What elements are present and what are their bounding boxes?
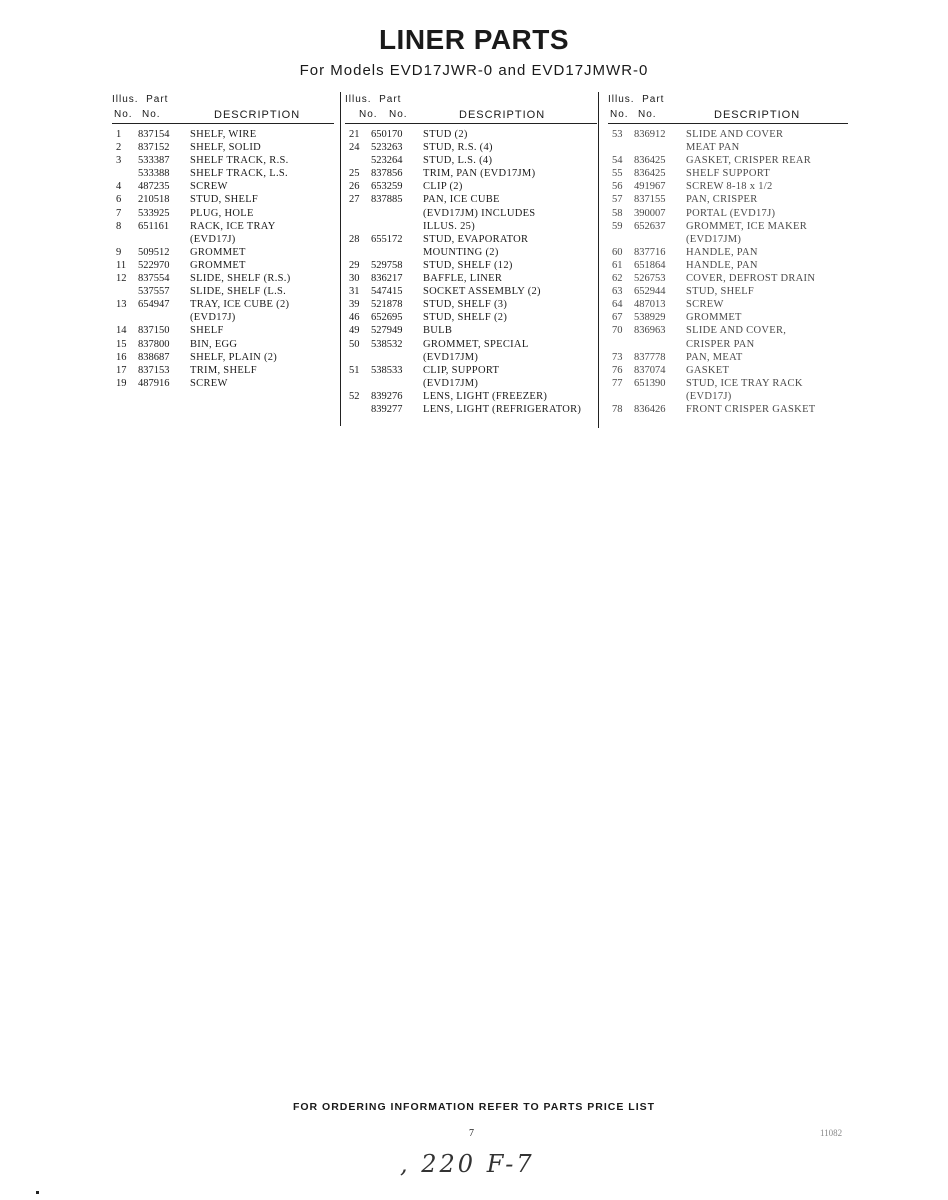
part-description: (EVD17J) bbox=[190, 233, 236, 245]
part-number: 652637 bbox=[634, 220, 666, 232]
parts-row bbox=[112, 351, 334, 364]
part-description: SHELF TRACK, R.S. bbox=[190, 155, 289, 167]
illus-number bbox=[608, 338, 634, 351]
part-number bbox=[371, 377, 423, 390]
part-number: 838687 bbox=[138, 351, 170, 363]
illus-number: 7 bbox=[116, 207, 122, 219]
parts-row bbox=[112, 324, 334, 337]
parts-row bbox=[112, 141, 334, 154]
illus-number: 8 bbox=[116, 220, 122, 232]
part-description: SLIDE, SHELF (R.S.) bbox=[190, 273, 291, 285]
parts-row bbox=[608, 259, 848, 272]
parts-row bbox=[345, 220, 597, 233]
illus-number: 77 bbox=[612, 377, 623, 389]
parts-row bbox=[345, 141, 597, 154]
part-description: STUD, SHELF (3) bbox=[423, 299, 508, 311]
parts-row bbox=[608, 233, 848, 246]
illus-number: 53 bbox=[612, 129, 623, 140]
header-no: No. bbox=[142, 109, 161, 120]
part-description: CRISPER PAN bbox=[686, 338, 755, 350]
illus-number bbox=[112, 167, 138, 180]
parts-row bbox=[112, 207, 334, 220]
parts-row bbox=[112, 272, 334, 285]
part-number: 652944 bbox=[634, 286, 666, 298]
part-description: (EVD17JM) INCLUDES bbox=[423, 207, 536, 219]
part-description: SHELF SUPPORT bbox=[686, 168, 771, 180]
page-title: LINER PARTS bbox=[378, 24, 570, 55]
part-number: 837152 bbox=[138, 142, 170, 154]
column-divider bbox=[598, 92, 599, 428]
illus-number: 13 bbox=[116, 299, 127, 311]
part-description: COVER, DEFROST DRAIN bbox=[686, 273, 816, 285]
illus-number: 39 bbox=[349, 299, 360, 311]
part-number: 537557 bbox=[138, 286, 170, 298]
header-no: No. bbox=[638, 109, 657, 120]
illus-number: 14 bbox=[116, 325, 127, 337]
illus-number bbox=[345, 351, 371, 364]
part-number: 651390 bbox=[634, 377, 666, 389]
part-number bbox=[634, 338, 686, 351]
illus-number: 50 bbox=[349, 338, 360, 350]
part-number: 837554 bbox=[138, 273, 170, 285]
part-number: 487916 bbox=[138, 377, 170, 389]
illus-number: 28 bbox=[349, 233, 360, 245]
corner-code: 11082 bbox=[820, 1128, 843, 1138]
part-number: 521878 bbox=[371, 299, 403, 311]
ordering-footer: FOR ORDERING INFORMATION REFER TO PARTS PRICE LIST bbox=[292, 1101, 656, 1113]
header-rule bbox=[608, 123, 848, 124]
illus-number: 1 bbox=[116, 129, 122, 140]
parts-row bbox=[608, 298, 848, 311]
parts-row bbox=[112, 220, 334, 233]
column-header bbox=[112, 92, 334, 122]
part-number: 651864 bbox=[634, 259, 666, 271]
part-number: 651161 bbox=[138, 220, 170, 232]
part-number: 538533 bbox=[371, 364, 403, 376]
illus-number: 58 bbox=[612, 207, 623, 219]
header-description: DESCRIPTION bbox=[459, 109, 546, 121]
part-description: BIN, EGG bbox=[190, 338, 238, 350]
illus-number bbox=[345, 377, 371, 390]
part-number: 837800 bbox=[138, 338, 170, 350]
part-number: 522970 bbox=[138, 259, 170, 271]
illus-number: 56 bbox=[612, 181, 623, 193]
part-description: PAN, CRISPER bbox=[686, 194, 758, 206]
part-number bbox=[371, 220, 423, 233]
illus-number: 16 bbox=[116, 351, 127, 363]
header-part: Part bbox=[146, 94, 169, 105]
part-number: 837154 bbox=[138, 129, 170, 140]
part-description: GASKET, CRISPER REAR bbox=[686, 155, 812, 167]
part-description: GROMMET, SPECIAL bbox=[423, 338, 529, 350]
part-description: (EVD17JM) bbox=[423, 351, 479, 363]
parts-row bbox=[608, 377, 848, 390]
part-number: 837153 bbox=[138, 364, 170, 376]
part-number: 655172 bbox=[371, 233, 403, 245]
part-description: MEAT PAN bbox=[686, 142, 740, 154]
header-rule bbox=[345, 123, 597, 124]
parts-row bbox=[112, 364, 334, 377]
part-description: SLIDE, SHELF (L.S. bbox=[190, 286, 287, 298]
illus-number: 30 bbox=[349, 273, 360, 285]
part-number bbox=[138, 311, 190, 324]
part-description: MOUNTING (2) bbox=[423, 246, 499, 258]
part-number bbox=[371, 207, 423, 220]
parts-row bbox=[112, 128, 334, 141]
part-description: ILLUS. 25) bbox=[423, 220, 475, 232]
part-description: SHELF, SOLID bbox=[190, 142, 262, 154]
part-number: 654947 bbox=[138, 299, 170, 311]
part-description: GROMMET bbox=[190, 259, 246, 271]
part-number: 836912 bbox=[634, 129, 666, 140]
part-number: 547415 bbox=[371, 286, 403, 298]
parts-row bbox=[608, 311, 848, 324]
parts-row bbox=[345, 207, 597, 220]
part-description: SCREW bbox=[686, 299, 724, 311]
illus-number: 57 bbox=[612, 194, 623, 206]
parts-row bbox=[608, 167, 848, 180]
illus-number: 12 bbox=[116, 273, 127, 285]
part-description: SCREW bbox=[190, 181, 228, 193]
illus-number: 4 bbox=[116, 181, 122, 193]
part-description: PAN, MEAT bbox=[686, 351, 743, 363]
part-number: 533925 bbox=[138, 207, 170, 219]
part-description: STUD (2) bbox=[423, 129, 468, 140]
part-description: CLIP, SUPPORT bbox=[423, 364, 500, 376]
parts-row bbox=[608, 220, 848, 233]
part-description: RACK, ICE TRAY bbox=[190, 220, 276, 232]
parts-column-2 bbox=[345, 92, 597, 416]
parts-row bbox=[345, 154, 597, 167]
illus-number bbox=[345, 207, 371, 220]
header-no: No. bbox=[389, 109, 408, 120]
part-description: GROMMET bbox=[686, 312, 742, 324]
part-description: TRAY, ICE CUBE (2) bbox=[190, 299, 290, 311]
parts-row bbox=[345, 298, 597, 311]
part-number: 491967 bbox=[634, 181, 666, 193]
illus-number: 51 bbox=[349, 364, 360, 376]
header-no: No. bbox=[359, 109, 378, 120]
part-number: 837150 bbox=[138, 325, 170, 337]
part-number: 837074 bbox=[634, 364, 666, 376]
parts-row bbox=[112, 377, 334, 390]
parts-row bbox=[345, 272, 597, 285]
parts-row bbox=[112, 311, 334, 324]
illus-number: 54 bbox=[612, 155, 623, 167]
header-illus: Illus. bbox=[112, 94, 139, 105]
parts-list bbox=[608, 128, 848, 416]
illus-number: 15 bbox=[116, 338, 127, 350]
part-description: SHELF TRACK, L.S. bbox=[190, 168, 288, 180]
part-number: 523264 bbox=[371, 155, 403, 167]
part-number: 653259 bbox=[371, 181, 403, 193]
part-description: TRIM, SHELF bbox=[190, 364, 257, 376]
illus-number: 21 bbox=[349, 129, 360, 140]
part-number: 837885 bbox=[371, 194, 403, 206]
illus-number bbox=[608, 390, 634, 403]
part-description: (EVD17J) bbox=[190, 312, 236, 324]
parts-row bbox=[112, 154, 334, 167]
parts-row bbox=[345, 324, 597, 337]
illus-number: 62 bbox=[612, 273, 623, 285]
part-description: SLIDE AND COVER, bbox=[686, 325, 787, 337]
part-number: 836217 bbox=[371, 273, 403, 285]
part-description: SCREW 8-18 x 1/2 bbox=[686, 181, 773, 193]
parts-row bbox=[608, 154, 848, 167]
part-number: 839276 bbox=[371, 390, 403, 402]
part-description: FRONT CRISPER GASKET bbox=[686, 403, 816, 415]
part-description: GROMMET bbox=[190, 246, 246, 258]
part-number: 836426 bbox=[634, 403, 666, 415]
parts-row bbox=[608, 207, 848, 220]
illus-number: 49 bbox=[349, 325, 360, 337]
header-no: No. bbox=[610, 109, 629, 120]
parts-row bbox=[608, 364, 848, 377]
illus-number: 60 bbox=[612, 246, 623, 258]
parts-row bbox=[112, 338, 334, 351]
scan-speck bbox=[36, 1191, 39, 1194]
part-number: 836425 bbox=[634, 168, 666, 180]
parts-list bbox=[345, 128, 597, 416]
illus-number: 3 bbox=[116, 155, 122, 167]
parts-row bbox=[608, 180, 848, 193]
parts-row bbox=[345, 259, 597, 272]
illus-number: 27 bbox=[349, 194, 360, 206]
part-description: STUD, ICE TRAY RACK bbox=[686, 377, 803, 389]
parts-row bbox=[112, 233, 334, 246]
part-description: STUD, SHELF (2) bbox=[423, 312, 508, 324]
part-description: HANDLE, PAN bbox=[686, 246, 758, 258]
illus-number: 24 bbox=[349, 142, 360, 154]
parts-row bbox=[345, 285, 597, 298]
part-number: 538532 bbox=[371, 338, 403, 350]
illus-number bbox=[345, 154, 371, 167]
parts-row bbox=[345, 233, 597, 246]
parts-row bbox=[608, 351, 848, 364]
part-number: 210518 bbox=[138, 194, 170, 206]
illus-number bbox=[345, 246, 371, 259]
part-description: GASKET bbox=[686, 364, 730, 376]
illus-number: 64 bbox=[612, 299, 623, 311]
part-description: SHELF bbox=[190, 325, 224, 337]
part-description: CLIP (2) bbox=[423, 181, 463, 193]
parts-row bbox=[608, 338, 848, 351]
part-description: HANDLE, PAN bbox=[686, 259, 758, 271]
illus-number bbox=[112, 311, 138, 324]
part-number: 523263 bbox=[371, 142, 403, 154]
parts-row bbox=[345, 128, 597, 141]
illus-number: 73 bbox=[612, 351, 623, 363]
part-number: 652695 bbox=[371, 312, 403, 324]
parts-row bbox=[608, 246, 848, 259]
part-number: 837155 bbox=[634, 194, 666, 206]
header-description: DESCRIPTION bbox=[714, 109, 801, 121]
part-description: LENS, LIGHT (FREEZER) bbox=[423, 390, 548, 402]
part-description: GROMMET, ICE MAKER bbox=[686, 220, 807, 232]
part-number: 527949 bbox=[371, 325, 403, 337]
handwritten-note: , 220 F-7 bbox=[400, 1150, 535, 1178]
part-description: PLUG, HOLE bbox=[190, 207, 254, 219]
part-description: BULB bbox=[423, 325, 453, 337]
illus-number bbox=[112, 233, 138, 246]
part-description: (EVD17J) bbox=[686, 390, 732, 402]
column-header bbox=[345, 92, 597, 122]
part-number: 526753 bbox=[634, 273, 666, 285]
parts-row bbox=[112, 285, 334, 298]
parts-row bbox=[608, 141, 848, 154]
part-description: TRIM, PAN (EVD17JM) bbox=[423, 168, 536, 180]
illus-number: 31 bbox=[349, 286, 360, 298]
part-number bbox=[634, 141, 686, 154]
part-description: LENS, LIGHT (REFRIGERATOR) bbox=[423, 403, 582, 415]
part-number: 487013 bbox=[634, 299, 666, 311]
header-illus: Illus. bbox=[608, 94, 635, 105]
header-part: Part bbox=[379, 94, 402, 105]
illus-number: 29 bbox=[349, 259, 360, 271]
part-description: PORTAL (EVD17J) bbox=[686, 207, 776, 219]
page-number: 7 bbox=[469, 1128, 474, 1139]
parts-row bbox=[345, 403, 597, 416]
part-description: PAN, ICE CUBE bbox=[423, 194, 500, 206]
part-description: STUD, R.S. (4) bbox=[423, 142, 493, 154]
illus-number: 52 bbox=[349, 390, 360, 402]
parts-row bbox=[345, 377, 597, 390]
part-description: SHELF, WIRE bbox=[190, 129, 257, 140]
part-description: SCREW bbox=[190, 377, 228, 389]
part-description: SHELF, PLAIN (2) bbox=[190, 351, 278, 363]
illus-number: 25 bbox=[349, 168, 360, 180]
part-description: STUD, SHELF bbox=[686, 286, 755, 298]
parts-row bbox=[608, 403, 848, 416]
illus-number: 61 bbox=[612, 259, 623, 271]
header-part: Part bbox=[642, 94, 665, 105]
parts-row bbox=[112, 259, 334, 272]
part-description: (EVD17JM) bbox=[686, 233, 742, 245]
part-number: 509512 bbox=[138, 246, 170, 258]
parts-row bbox=[112, 298, 334, 311]
illus-number: 9 bbox=[116, 246, 122, 258]
part-number: 390007 bbox=[634, 207, 666, 219]
illus-number: 63 bbox=[612, 286, 623, 298]
part-number: 533388 bbox=[138, 168, 170, 180]
illus-number: 78 bbox=[612, 403, 623, 415]
parts-row bbox=[345, 338, 597, 351]
illus-number: 2 bbox=[116, 142, 122, 154]
illus-number: 6 bbox=[116, 194, 122, 206]
part-description: STUD, SHELF (12) bbox=[423, 259, 513, 271]
parts-row bbox=[112, 193, 334, 206]
illus-number: 11 bbox=[116, 259, 127, 271]
parts-row bbox=[345, 311, 597, 324]
illus-number: 46 bbox=[349, 312, 360, 324]
parts-row bbox=[345, 167, 597, 180]
illus-number: 59 bbox=[612, 220, 623, 232]
part-number: 837856 bbox=[371, 168, 403, 180]
parts-column-3 bbox=[608, 92, 848, 416]
parts-row bbox=[345, 180, 597, 193]
part-number bbox=[634, 233, 686, 246]
part-number: 839277 bbox=[371, 403, 403, 415]
parts-row bbox=[345, 246, 597, 259]
header-description: DESCRIPTION bbox=[214, 109, 301, 121]
parts-row bbox=[608, 272, 848, 285]
part-description: SLIDE AND COVER bbox=[686, 129, 784, 140]
part-number: 538929 bbox=[634, 312, 666, 324]
parts-row bbox=[345, 351, 597, 364]
part-description: STUD, SHELF bbox=[190, 194, 259, 206]
part-number: 836425 bbox=[634, 155, 666, 167]
illus-number: 19 bbox=[116, 377, 127, 389]
illus-number: 67 bbox=[612, 312, 623, 324]
column-divider bbox=[340, 92, 341, 426]
part-description: BAFFLE, LINER bbox=[423, 273, 503, 285]
illus-number bbox=[608, 233, 634, 246]
illus-number: 76 bbox=[612, 364, 623, 376]
parts-row bbox=[345, 390, 597, 403]
parts-row bbox=[112, 180, 334, 193]
illus-number: 26 bbox=[349, 181, 360, 193]
parts-row bbox=[608, 128, 848, 141]
header-rule bbox=[112, 123, 334, 124]
part-number: 650170 bbox=[371, 129, 403, 140]
parts-row bbox=[345, 193, 597, 206]
part-description: (EVD17JM) bbox=[423, 377, 479, 389]
part-number bbox=[371, 351, 423, 364]
part-number: 533387 bbox=[138, 155, 170, 167]
header-no: No. bbox=[114, 109, 133, 120]
part-description: SOCKET ASSEMBLY (2) bbox=[423, 286, 541, 298]
parts-row bbox=[345, 364, 597, 377]
parts-row bbox=[112, 167, 334, 180]
parts-list bbox=[112, 128, 334, 390]
header-illus: Illus. bbox=[345, 94, 372, 105]
part-number bbox=[371, 246, 423, 259]
part-description: STUD, L.S. (4) bbox=[423, 155, 493, 167]
part-number: 529758 bbox=[371, 259, 403, 271]
part-number: 487235 bbox=[138, 181, 170, 193]
part-number bbox=[138, 233, 190, 246]
parts-row bbox=[608, 193, 848, 206]
parts-row bbox=[112, 246, 334, 259]
parts-column-1 bbox=[112, 92, 334, 390]
illus-number: 70 bbox=[612, 325, 623, 337]
parts-row bbox=[608, 390, 848, 403]
illus-number: 17 bbox=[116, 364, 127, 376]
column-header bbox=[608, 92, 848, 122]
illus-number bbox=[345, 220, 371, 233]
illus-number bbox=[608, 141, 634, 154]
part-number: 837778 bbox=[634, 351, 666, 363]
illus-number bbox=[112, 285, 138, 298]
part-number bbox=[634, 390, 686, 403]
illus-number bbox=[345, 403, 371, 416]
page-subtitle: For Models EVD17JWR-0 and EVD17JMWR-0 bbox=[299, 62, 649, 79]
parts-row bbox=[608, 324, 848, 337]
part-number: 837716 bbox=[634, 246, 666, 258]
part-description: STUD, EVAPORATOR bbox=[423, 233, 529, 245]
illus-number: 55 bbox=[612, 168, 623, 180]
parts-row bbox=[608, 285, 848, 298]
part-number: 836963 bbox=[634, 325, 666, 337]
